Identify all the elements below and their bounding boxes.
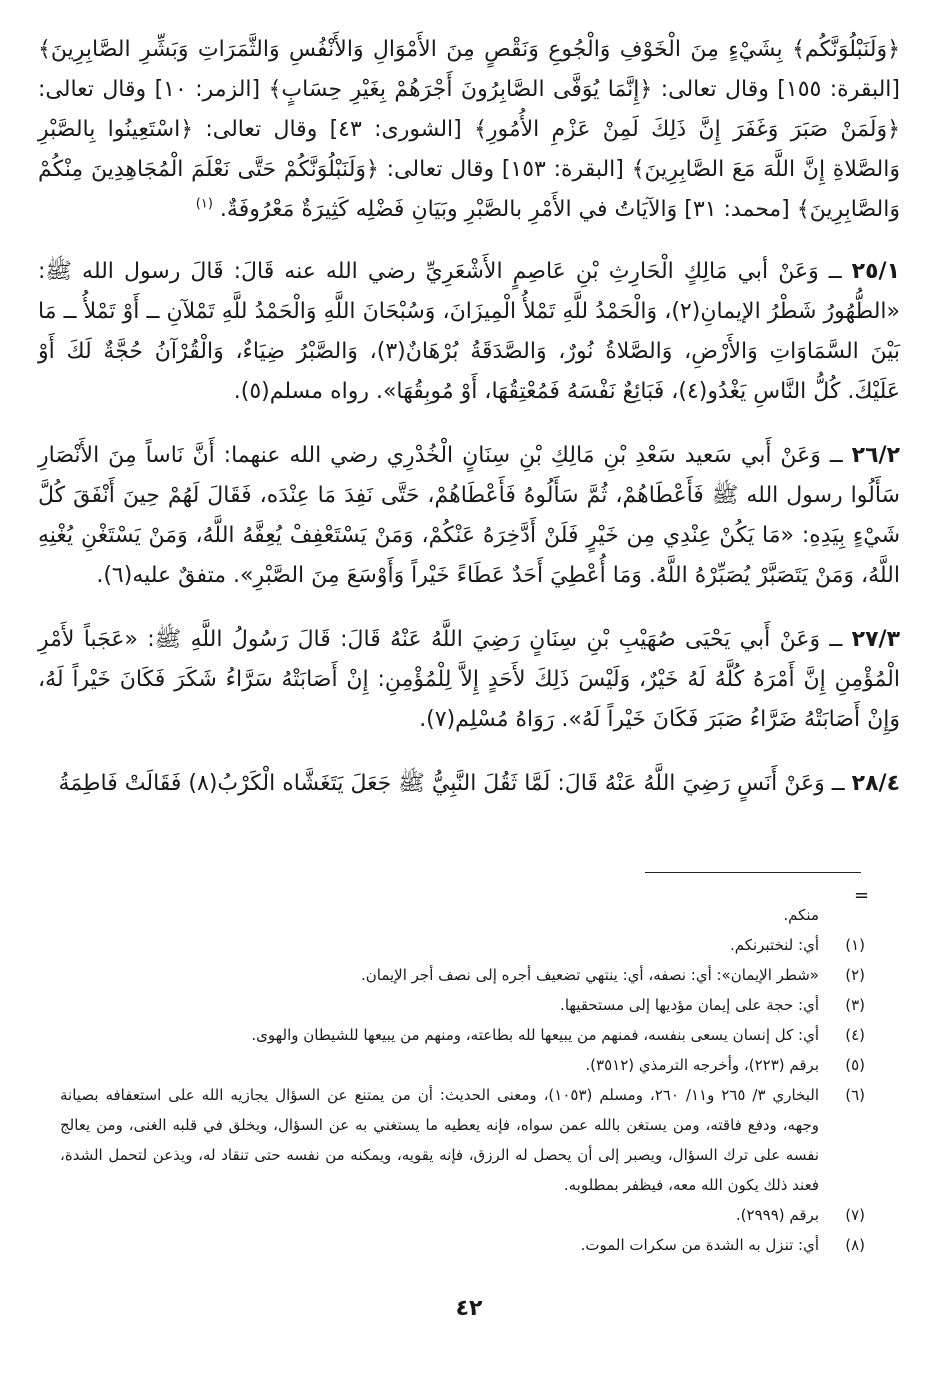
footnote-carryover: منكم. [783,906,819,924]
footnote-item [60,1080,865,1200]
page-number: ٤٢ [455,1296,483,1321]
footnote-number: (٦) [845,1086,865,1104]
footnote-text: برقم (٢٩٩٩). [735,1206,819,1224]
intro-footnote-ref: (١) [195,196,213,212]
footnote-text: أي: حجة على إيمان مؤديها إلى مستحقيها. [560,996,819,1014]
hadith-text: ــ وَعَنْ أبي مَالِكٍ الْحَارِثِ بْنِ عَاصِمٍ الأَشْعَرِيِّ رضي الله عنه قَالَ: قَالَ رسول الله ﷺ: «الطُّهُورُ شَطْرُ الإيمانِ(٢)، وَالْحَمْدُ للَّهِ تَمْلأُ الْمِيزَانَ، وَسُبْحَانَ اللَّهِ وَالْحَمْدُ للَّهِ تَمْلآنِ ــ أَوْ تَمْلأُ ــ مَا بَيْنَ السَّمَاوَاتِ وَالأَرْضِ، وَالصَّلاةُ نُورٌ، وَالصَّدَقَةُ بُرْهَانٌ(٣)، وَالصَّبْرُ ضِيَاءٌ، وَالْقُرْآنُ حُجَّةٌ لَكَ أَوْ عَلَيْكَ. كُلُّ النَّاسِ يَغْدُو(٤)، فَبَائِعٌ نَفْسَهُ فَمُعْتِقُهَا، أَوْ مُوبِقُهَا». رواه مسلم(٥). [38,259,900,404]
footnote-text: البخاري ٣/ ٢٦٥ و١١/ ٢٦٠، ومسلم (١٠٥٣)، ومعنى الحديث: أن من يمتنع عن السؤال يجازيه الله على استعفافه بصيانة وجهه، ودفع فاقته، ومن يستغن بالله عمن سواه، فإنه يعطيه ما يستغني به عن السؤال، ويخلق في قلبه الغنى، ومن يعالج نفسه على ترك السؤال، ويصبر إلى أن يحصل له الرزق، فإنه يقويه، ويمكنه من نفسه حتى تنقاد له، ويذعن لتحمل الشدة، فعند ذلك يكون الله معه، فيظفر بمطلوبه. [60,1086,819,1194]
intro-text: ﴿وَلَنَبْلُوَنَّكُم﴾ بِشَيْءٍ مِنَ الْخَوْفِ وَالْجُوعِ وَنَقْصٍ مِنَ الأَمْوَالِ وَالأَنْفُسِ وَالثَّمَرَاتِ وَبَشِّرِ الصَّابِرِينَ﴾ [البقرة: ١٥٥] وقال تعالى: ﴿إِنَّمَا يُوَفَّى الصَّابِرُونَ أَجْرَهُمْ بِغَيْرِ حِسَابٍ﴾ [الزمر: ١٠] وقال تعالى: ﴿وَلَمَنْ صَبَرَ وَغَفَرَ إِنَّ ذَلِكَ لَمِنْ عَزْمِ الأُمُورِ﴾ [الشورى: ٤٣] وقال تعالى: ﴿اسْتَعِينُوا بِالصَّبْرِ وَالصَّلاةِ إِنَّ اللَّهَ مَعَ الصَّابِرِينَ﴾ [البقرة: ١٥٣] وقال تعالى: ﴿وَلَنَبْلُوَنَّكُمْ حَتَّى نَعْلَمَ الْمُجَاهِدِينَ مِنْكُمْ وَالصَّابِرِينَ﴾ [محمد: ٣١] وَالآيَاتُ في الأَمْرِ بالصَّبْرِ وبَيَانِ فَضْلِه كَثِيرَةٌ مَعْرُوفَةٌ. [38,37,901,222]
main-text-body [38,30,900,828]
footnote-text: أي: لنختبرنكم. [729,936,819,954]
footnote-text: «شطر الإيمان»: أي: نصفه، أي: ينتهي تضعيف أجره إلى نصف أجر الإيمان. [360,966,819,984]
footnote-item [60,1200,865,1230]
footnote-number: (١) [845,936,865,954]
footnote-number: (٥) [845,1056,865,1074]
footnote-separator [645,872,861,873]
footnote-number: (٣) [845,996,865,1014]
footnote-text: برقم (٢٢٣)، وأخرجه الترمذي (٣٥١٢). [585,1056,819,1074]
hadith-number: ٢٦/٢ [851,443,900,468]
footnote-text: أي: تنزل به الشدة من سكرات الموت. [580,1236,819,1254]
footnote-item [60,930,865,960]
hadith-number: ٢٥/١ [851,259,900,284]
footnote-item [60,1050,865,1080]
footnote-number: (٧) [845,1206,865,1224]
footnote-text: أي: كل إنسان يسعى بنفسه، فمنهم من يبيعها لله بطاعته، ومنهم من يبيعها للشيطان والهوى. [251,1026,819,1044]
footnote-number: (٨) [845,1236,865,1254]
footnote-item [60,1230,865,1260]
footnote-number: (٢) [845,966,865,984]
continuation-mark: = [854,885,870,906]
footnote-number: (٤) [845,1026,865,1044]
footnotes-section [60,900,865,1260]
footnote-item [60,990,865,1020]
footnote-item [60,1020,865,1050]
hadith-text: ــ وَعَنْ أَبي سَعيد سَعْدِ بْنِ مَالِكِ بْنِ سِنَانٍ الْخُدْرِي رضي الله عنهما: أَنَّ نَاساً مِنَ الأَنْصَارِ سَأَلُوا رسول الله ﷺ فَأَعْطَاهُمْ، ثُمَّ سَأَلُوهُ فَأَعْطَاهُمْ، حَتَّى نَفِدَ مَا عِنْدَه، فَقَالَ لَهُمْ حِينَ أَنْفَقَ كُلَّ شَيْءٍ بِيَدِهِ: «مَا يَكُنْ عِنْدِي مِن خَيْرٍ فَلَنْ أَدَّخِرَهُ عَنْكُمْ، وَمَنْ يَسْتَعْفِفْ يُعِفَّهُ اللَّهُ، وَمَنْ يَسْتَغْنِ يُغْنِهِ اللَّهُ، وَمَنْ يَتَصَبَّرْ يُصَبِّرْهُ اللَّهُ. وَمَا أُعْطِيَ أَحَدٌ عَطَاءً خَيْراً وَأَوْسَعَ مِنَ الصَّبْرِ». متفقٌ عليه(٦). [38,443,900,588]
hadith-number: ٢٨/٤ [851,771,900,796]
hadith-text: ــ وَعَنْ أَبي يَحْيَى صُهَيْبِ بْنِ سِنَانٍ رَضِيَ اللَّهُ عَنْهُ قَالَ: قَالَ رَسُولُ اللَّهِ ﷺ: «عَجَباً لأَمْرِ الْمُؤْمِنِ إِنَّ أَمْرَهُ كُلَّهُ لَهُ خَيْرٌ، وَلَيْسَ ذَلِكَ لأَحَدٍ إِلاَّ لِلْمُؤْمِنِ: إِنْ أَصَابَتْهُ سَرَّاءُ شَكَرَ فَكَانَ خَيْراً لَهُ، وَإِنْ أَصَابَتْهُ ضَرَّاءُ صَبَرَ فَكَانَ خَيْراً لَهُ». رَوَاهُ مُسْلِم(٧). [38,627,900,732]
hadith-text: ــ وَعَنْ أَنَسٍ رَضِيَ اللَّهُ عَنْهُ قَالَ: لَمَّا ثَقُلَ النَّبِيُّ ﷺ جَعَلَ يَتَغَشَّاه الْكَرْبُ(٨) فَقَالَتْ فَاطِمَةُ [58,771,845,796]
intro-paragraph [38,30,900,230]
hadith-27 [38,620,900,740]
footnote-item [60,960,865,990]
hadith-28 [38,764,900,804]
hadith-number: ٢٧/٣ [851,627,900,652]
hadith-26 [38,436,900,596]
hadith-25 [38,252,900,412]
